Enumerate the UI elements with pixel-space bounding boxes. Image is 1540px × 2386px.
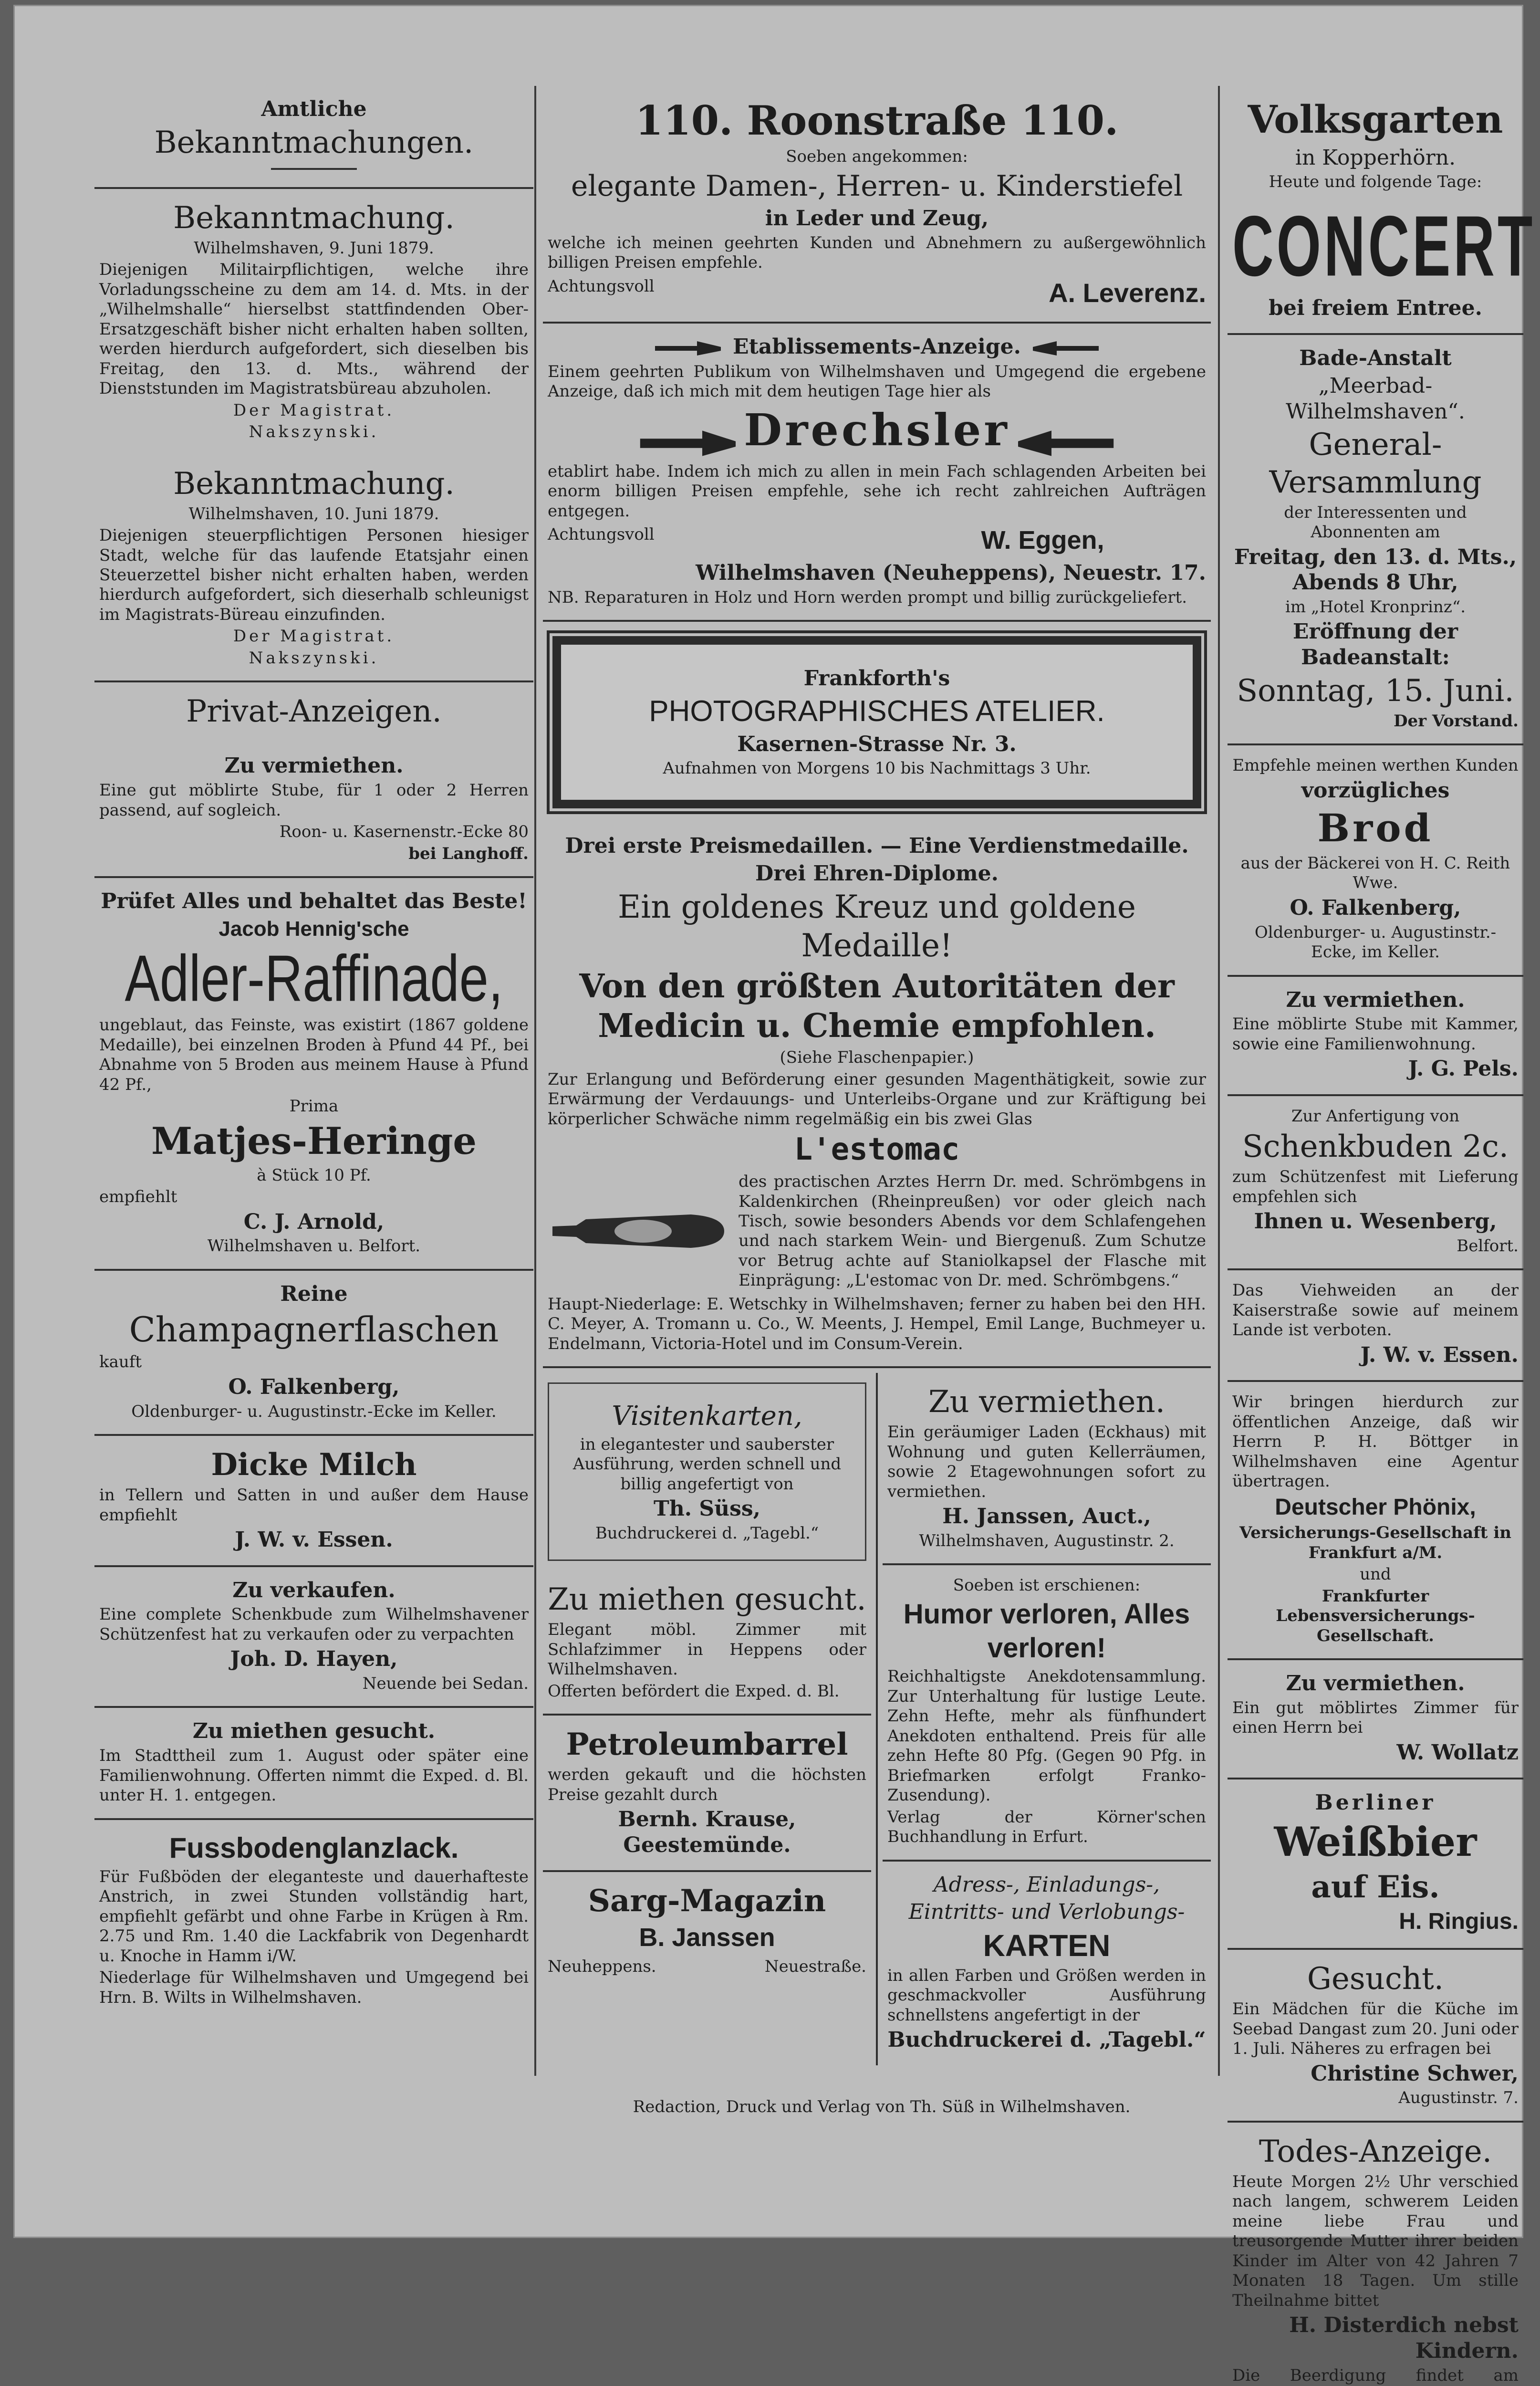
private-ads-header [94,682,533,743]
ad-title: General-Versammlung [1269,427,1482,500]
ad-booths [1228,1096,1523,1271]
ad-opening: Eröffnung der Badeanstalt: [1292,619,1458,670]
notice-conscripts [94,189,533,455]
ad-name: O. Falkenberg, [1290,895,1461,920]
ad-coffins [543,1872,871,1989]
column-rule [534,86,536,2076]
ad-brand: Jacob Hennig'sche [219,917,409,941]
ad-wanted-room [543,1570,871,1716]
ad-wanted-flat [94,1708,533,1820]
section-title: Privat-Anzeigen. [186,694,442,730]
ad-name: C. J. Arnold, [243,1209,385,1234]
official-notices-header [94,86,533,189]
ad-bread [1228,745,1523,976]
ad-note: (Siehe Flaschenpapier.) [780,1048,974,1067]
ad-turner-eggen [543,324,1211,622]
ad-concert [1228,86,1536,335]
imprint-footer: Redaction, Druck und Verlag von Th. Süß in Wilhelmshaven. [633,2097,1131,2116]
ad-name: „Meerbad-Wilhelmshaven“. [1286,374,1465,424]
ad-title: Zu vermiethen. [1286,987,1465,1012]
ad-body: Eine complete Schenkbude zum Wilhelmshavener Schützenfest hat zu verkaufen oder zu verpachten [99,1605,529,1644]
ad-body: aus der Bäckerei von H. C. Reith Wwe. [1240,853,1510,893]
ad-title: Zu vermiethen. [224,753,404,778]
ad-trade-row [548,403,1206,460]
ad-slogan: Prüfet Alles und behaltet das Beste! [101,889,527,913]
ad-quality: Prima [289,1097,339,1116]
ad-address: Roon- u. Kasernenstr.-Ecke 80 [279,822,529,842]
column-left [94,86,533,2095]
ad-title: Adler-Raffinade, [125,942,503,1015]
ad-pre: Zur Anfertigung von [1291,1106,1460,1126]
ad-name: Th. Süss, [654,1496,760,1521]
ad-offer: Offerten befördert die Exped. d. Bl. [548,1681,840,1701]
ad-title: Zu miethen gesucht. [192,1719,436,1744]
ad-awards: Drei erste Preismedaillen. — Eine Verdienstmedaille. [565,833,1189,858]
ad-name: J. W. v. Essen. [1360,1342,1519,1367]
middle-lower-left [543,1373,878,2065]
ad-place: in Kopperhörn. [1295,145,1456,170]
pointing-hand-icon [654,336,726,360]
ad-name: H. Ringius. [1399,1908,1519,1934]
ad-body: Einem geehrten Publikum von Wilhelmshaven und Umgegend die ergebene Anzeige, daß ich mich mit dem heutigen Tage hier als [548,362,1206,401]
ad-body: Für Fußböden der eleganteste und dauerhafteste Anstrich, in zwei Stunden vollständig hart, empfiehlt gefärbt und ohne Farbe in Krügen à Rm. 2.75 und Rm. 1.40 die Lackfabrik von Degenhardt u. Knoche in Hamm i/W. [99,1867,529,1966]
ad-title: Todes-Anzeige. [1259,2134,1492,2169]
ad-agent: Niederlage für Wilhelmshaven und Umgegend bei Hrn. B. Wilts in Wilhelmshaven. [99,1968,529,2007]
ad-name: H. Janssen, Auct., [942,1504,1151,1529]
ad-name: H. Disterdich nebst Kindern. [1289,2313,1519,2363]
ad-body: Eine gut möblirte Stube, für 1 oder 2 Herren passend, auf sogleich. [99,781,529,820]
ad-address: Kasernen-Strasse Nr. 3. [737,732,1017,756]
ad-headline: Von den größten Autoritäten der Medicin u. Chemie empfohlen. [579,967,1175,1046]
notice-signatory: Nakszynski. [249,648,379,668]
notice-signatory: Nakszynski. [249,422,379,442]
ad-title: KARTEN [983,1928,1111,1963]
ad-title: Brod [1317,806,1434,851]
pointing-hand-icon [1012,427,1117,460]
ad-label: Bade-Anstalt [1299,346,1452,371]
ad-sign: Achtungsvoll [548,525,655,544]
ad-name: Buchdruckerei d. „Tagebl.“ [887,2028,1206,2052]
ad-body: welche ich meinen geehrten Kunden und Abnehmern zu außergewöhnlich billigen Preisen empfehle. [548,233,1206,272]
ad-body: Elegant möbl. Zimmer mit Schlafzimmer in Heppens oder Wilhelmshaven. [548,1620,866,1679]
ad-body: der Interessenten und Abonnenten am [1284,502,1467,542]
ad-title: PHOTOGRAPHISCHES ATELIER. [649,695,1105,728]
ad-line: Adress-, Einladungs-, [933,1872,1160,1897]
pointing-hand-icon [636,427,741,460]
ad-title: Fussbodenglanzlack. [169,1831,459,1864]
ad-body: in elegantester und sauberster Ausführung, werden schnell und billig angefertigt von [572,1434,842,1494]
notice-body: Diejenigen Militairpflichtigen, welche ihre Vorladungsscheine zu dem am 14. d. Mts. in der „Wilhelmshalle“ hierselbst stattfindenden Ober-Ersatzgeschäft bisher nicht erhalten haben sollten, werden hierdurch aufgefordert, sich dieselben bis Freitag, den 13. d. Mts., während der Dienststunden im Magistratsbüreau abzuholen. [99,260,529,398]
ad-line: vorzügliches [1301,778,1450,803]
ad-name: bei Langhoff. [408,844,529,863]
ad-place: Neuheppens. [548,1957,656,1977]
notice-title: Bekanntmachung. [173,466,455,502]
ad-headline: 110. Roonstraße 110. [635,97,1119,144]
ad-title: Zu verkaufen. [232,1578,395,1602]
ad-place: Belfort. [1457,1236,1519,1256]
middle-lower-block [543,1368,1211,2065]
ad-maid-wanted [1228,1950,1523,2123]
ad-name: W. Wollatz [1396,1740,1519,1765]
ad-body: in allen Farben und Größen werden in geschmackvoller Ausführung schnellstens angefertigt in der [887,1966,1206,2025]
ad-publisher: Verlag der Körner'schen Buchhandlung in Erfurt. [887,1807,1206,1847]
ad-title: L'estomac [794,1132,960,1167]
bottle-icon [548,1203,729,1260]
ad-title: Visitenkarten, [612,1401,802,1432]
ad-label: Berliner [1315,1790,1436,1815]
ad-title: Champagnerflaschen [129,1309,499,1350]
ad-title: Zu vermiethen. [1286,1671,1465,1696]
ad-address: Wilhelmshaven (Neuheppens), Neuestr. 17. [696,561,1206,586]
ad-medal: Ein goldenes Kreuz und goldene Medaille! [618,889,1136,964]
ad-street: Neuestraße. [764,1957,866,1977]
ad-name: O. Falkenberg, [228,1374,400,1399]
ad-line: Empfehle meinen werthen Kunden [1232,756,1519,775]
notice-tax [94,455,533,683]
ad-title: Etablissements-Anzeige. [733,335,1021,359]
ad-product: Matjes-Heringe [151,1119,477,1163]
ad-title: Humor verloren, Alles verloren! [903,1598,1190,1664]
ad-verb: kauft [99,1352,142,1372]
ad-name: Bernh. Krause, Geestemünde. [618,1807,796,1857]
ad-body: Das Viehweiden an der Kaiserstraße sowie auf meinem Lande ist verboten. [1232,1281,1519,1340]
ad-petroleum [543,1716,871,1872]
ad-name: Christine Schwer, [1311,2061,1519,2086]
ad-room-to-let [94,743,533,878]
ad-address: Oldenburger- u. Augustinstr.-Ecke, im Keller. [1254,922,1497,962]
column-middle [543,86,1211,2095]
section-label: Amtliche [261,97,367,121]
middle-lower-right [883,1373,1211,2065]
ad-white-beer [1228,1779,1523,1950]
ad-pre: Soeben ist erschienen: [953,1576,1141,1595]
ad-room-pels [1228,977,1523,1096]
ad-for-sale [94,1567,533,1708]
ad-price: à Stück 10 Pf. [257,1165,371,1185]
ad-cattle [1228,1270,1523,1382]
ad-title: Schenkbuden 2c. [1242,1129,1509,1165]
ad-title: Dicke Milch [211,1447,417,1483]
ad-boots-leverenz [543,86,1211,324]
ad-room-wollatz [1228,1660,1523,1779]
ad-name: B. Janssen [639,1923,775,1952]
ad-title: Deutscher Phönix, [1275,1494,1476,1520]
ad-title: Petroleumbarrel [566,1727,848,1763]
ad-name: W. Eggen, [981,526,1104,555]
ad-place: Neuende bei Sedan. [362,1674,529,1693]
ad-name: J. W. v. Essen. [235,1528,393,1552]
ad-address: Augustinstr. 7. [1398,2088,1519,2108]
notice-signature: Der Magistrat. [233,627,395,646]
ad-body: des practischen Arztes Herrn Dr. med. Schrömbgens in Kaldenkirchen (Rheinpreußen) vor oder gleich nach Tisch, sowie besonders Abends vor dem Schlafengehen und nach starkem Wein- und Biergenuß. Zum Schutze vor Betrug achte auf Staniolkapsel der Flasche mit Einprägung: „L'estomac von Dr. med. Schrömbgens.“ [739,1172,1206,1290]
ad-humor-book [883,1565,1211,1861]
ad-name: Ihnen u. Wesenberg, [1254,1209,1497,1234]
ad-body: werden gekauft und die höchsten Preise gezahlt durch [548,1765,866,1804]
ad-body: ungeblaut, das Feinste, was existirt (1867 goldene Medaille), bei einzelnen Broden à Pfund 44 Pf., bei Abnahme von 5 Broden aus meinem Hause à Pfund 42 Pf., [99,1015,529,1094]
ad-place: Buchdruckerei d. „Tagebl.“ [595,1523,819,1543]
ad-diplomas: Drei Ehren-Diplome. [755,861,999,886]
ad-title: Weißbier [1274,1818,1477,1866]
ad-recommend: empfiehlt [99,1187,177,1207]
ad-note: NB. Reparaturen in Holz und Horn werden prompt und billig zurückgeliefert. [548,587,1187,607]
divider [271,168,357,170]
ad-body: Zur Erlangung und Beförderung einer gesunden Magenthätigkeit, sowie zur Erwärmung der Verdauungs- und Unterleibs-Organe und zur Kräftigung bei körperlicher Schwäche nimm regelmäßig ein bis zwei Glas [548,1069,1206,1129]
ad-owner: Frankforth's [803,666,950,691]
ad-death-notice [1228,2123,1523,2386]
ad-concert: CONCERT [1232,198,1536,294]
column-rule [1218,86,1220,2076]
ad-opening-date: Sonntag, 15. Juni. [1237,673,1514,709]
ad-body: zum Schützenfest mit Lieferung empfehlen sich [1232,1167,1519,1206]
ad-body: Reichhaltigste Anekdotensammlung. Zur Unterhaltung für lustige Leute. Zehn Hefte, mehr als fünfhundert Anekdoten enthaltend. Preis für alle zehn Hefte 80 Pfg. (Gegen 90 Pfg. in Briefmarken erfolgt Franko-Zusendung). [887,1667,1206,1805]
ad-subline: Soeben angekommen: [786,147,968,167]
notice-date: Wilhelmshaven, 10. Juni 1879. [188,504,439,523]
ad-title: Sarg-Magazin [588,1883,826,1919]
ad-body: Wir bringen hierdurch zur öffentlichen Anzeige, daß wir Herrn P. H. Böttger in Wilhelmshaven eine Agentur übertragen. [1232,1392,1519,1491]
ad-bath-meeting [1228,335,1523,745]
ad-adler-raffinade [94,878,533,1271]
ad-sub: auf Eis. [1311,1869,1440,1905]
ad-trade: Drechsler [744,404,1010,456]
newspaper-page [13,5,1536,2385]
ad-address: Oldenburger- u. Augustinstr.-Ecke im Keller. [131,1402,497,1421]
notice-date: Wilhelmshaven, 9. Juni 1879. [194,238,434,258]
ad-body: Eine möblirte Stube mit Kammer, sowie eine Familienwohnung. [1232,1015,1519,1054]
ad-body: Ein geräumiger Laden (Eckhaus) mit Wohnung und guten Kellerräumen, sowie 2 Etagewohnungen sofort zu vermiethen. [887,1423,1206,1501]
ad-print-cards [883,1862,1211,2066]
ad-funeral: Die Beerdigung findet am [1232,2365,1519,2385]
ad-place: im „Hotel Kronprinz“. [1285,597,1466,617]
ad-place: Wilhelmshaven u. Belfort. [207,1236,421,1256]
ad-header-row [548,334,1206,360]
ad-date: Freitag, den 13. d. Mts., Abends 8 Uhr, [1234,544,1517,595]
ad-label: Reine [280,1281,348,1306]
ad-estomac [543,823,1211,1368]
ad-body: Ein gut möblirtes Zimmer für einen Herrn bei [1232,1698,1519,1737]
ad-body: in Tellern und Satten in und außer dem Hause empfiehlt [99,1486,529,1525]
ad-material: in Leder und Zeug, [765,206,989,231]
notice-body: Diejenigen steuerpflichtigen Personen hiesiger Stadt, welche für das laufende Etatsjahr einen Steuerzettel bisher nicht erhalten haben, werden hierdurch aufgefordert, sich dieserhalb schleunigst im Magistrats-Büreau einzufinden. [99,526,529,624]
ad-body: Heute Morgen 2½ Uhr verschied nach langem, schwerem Leiden meine liebe Frau und treusorgende Mutter ihrer beiden Kinder im Alter von 42 Jahren 7 Monaten 18 Tagen. Um stille Theilnahme bittet [1232,2172,1519,2310]
ad-name: Joh. D. Hayen, [230,1647,398,1672]
ad-hours: Aufnahmen von Morgens 10 bis Nachmittags 3 Uhr. [663,759,1091,778]
ad-line: Eintritts- und Verlobungs- [908,1900,1185,1925]
ad-sour-milk [94,1436,533,1567]
ad-title: Zu vermiethen. [928,1384,1165,1420]
ad-address: Wilhelmshaven, Augustinstr. 2. [919,1531,1175,1550]
ad-photo-atelier [552,636,1201,808]
ad-title: Gesucht. [1307,1961,1444,1997]
ad-distributors: Haupt-Niederlage: E. Wetschky in Wilhelmshaven; ferner zu haben bei den HH. C. Meyer, A. Tromann u. Co., W. Meents, J. Hempel, Emil Lange, Buchmeyer u. Endelmann, Victoria-Hotel und im Consum-Verein. [548,1294,1206,1353]
column-right [1228,86,1536,2385]
ad-entry: bei freiem Entree. [1269,295,1482,320]
ad-body: Im Stadttheil zum 1. August oder später eine Familienwohnung. Offerten nimmt die Exped. d. Bl. unter H. 1. entgegen. [99,1746,529,1805]
ad-sign: Der Vorstand. [1394,711,1519,731]
ad-body: Ein Mädchen für die Küche im Seebad Dangast zum 20. Juni oder 1. Juli. Näheres zu erfragen bei [1232,1999,1519,2059]
ad-phoenix [1228,1382,1523,1660]
section-title: Bekanntmachungen. [154,125,474,160]
ad-name: A. Leverenz. [1049,277,1206,308]
ad-body: etablirt habe. Indem ich mich zu allen in mein Fach schlagenden Arbeiten bei enorm billigen Preisen empfehle, sehe ich recht zahlreichen Aufträgen entgegen. [548,461,1206,521]
ad-visiting-cards [548,1382,866,1561]
ad-title: Volksgarten [1248,97,1503,142]
ad-title: Zu miethen gesucht. [548,1582,866,1618]
ad-and: und [1360,1565,1391,1584]
ad-title: elegante Damen-, Herren- u. Kinderstiefel [571,169,1183,203]
ad-sign: Achtungsvoll [548,276,655,296]
ad-days: Heute und folgende Tage: [1269,172,1482,192]
pointing-hand-icon [1028,336,1100,360]
notice-title: Bekanntmachung. [173,200,455,236]
ad-floor-lacquer [94,1820,533,2020]
ad-shop-to-let [883,1373,1211,1565]
ad-company: Frankfurter Lebensversicherungs-Gesellschaft. [1276,1586,1475,1645]
notice-signature: Der Magistrat. [233,400,395,420]
ad-name: J. G. Pels. [1408,1057,1519,1081]
ad-champagne-bottles [94,1271,533,1436]
ad-company: Versicherungs-Gesellschaft in Frankfurt a/M. [1239,1523,1511,1562]
